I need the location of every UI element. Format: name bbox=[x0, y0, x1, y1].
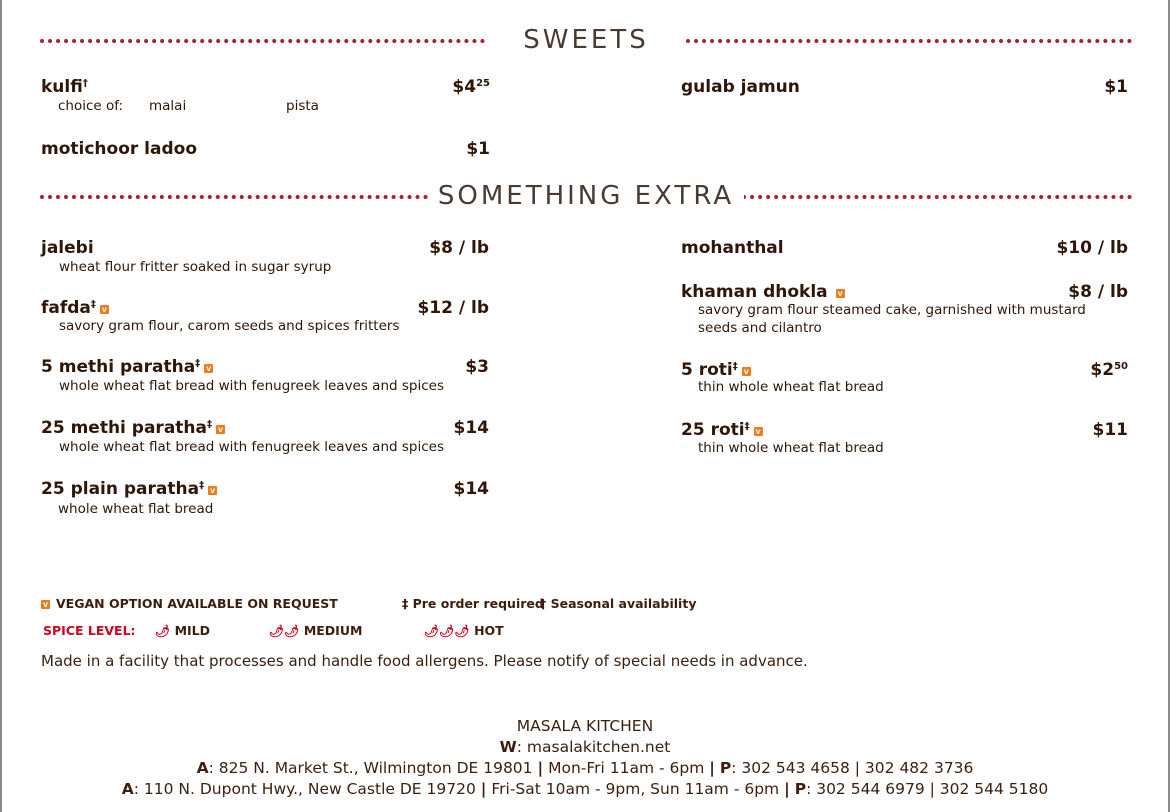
menu-item-name: khaman dhokla v bbox=[681, 282, 843, 302]
menu-item-name: mohanthal bbox=[681, 238, 784, 258]
website-line: W: masalakitchen.net bbox=[499, 738, 671, 756]
chili-icon: 🌶🌶 bbox=[269, 624, 300, 638]
menu-item-name: 5 roti‡ v bbox=[681, 360, 749, 380]
vegan-icon: v bbox=[206, 364, 212, 373]
seasonal-legend: † Seasonal availability bbox=[540, 596, 697, 611]
menu-item-price: $1 bbox=[466, 139, 490, 159]
choice-label: choice of: bbox=[58, 98, 124, 114]
menu-item-desc: whole wheat flat bread with fenugreek leaves and spices bbox=[59, 378, 444, 394]
spice-level-label: SPICE LEVEL: bbox=[43, 623, 136, 638]
menu-item-price: $12 / lb bbox=[417, 298, 489, 318]
menu-item-desc: whole wheat flat bread with fenugreek leaves and spices bbox=[59, 439, 444, 455]
chili-icon: 🌶🌶🌶 bbox=[424, 624, 470, 638]
menu-item-name: 5 methi paratha‡ v bbox=[41, 357, 212, 377]
menu-item-price: $14 bbox=[453, 418, 489, 438]
vegan-icon: v bbox=[743, 367, 749, 376]
menu-item-name: kulfi† bbox=[41, 77, 88, 97]
menu-item-name: gulab jamun bbox=[681, 77, 800, 97]
menu-item-desc: thin whole wheat flat bread bbox=[698, 379, 884, 395]
menu-item-desc: thin whole wheat flat bread bbox=[698, 440, 884, 456]
vegan-icon: v bbox=[209, 486, 216, 495]
menu-item-name: 25 roti‡ v bbox=[681, 420, 761, 440]
menu-item-name: 25 plain paratha‡ v bbox=[41, 479, 216, 499]
choice-option: pista bbox=[286, 98, 319, 114]
menu-item-name: fafda‡ v bbox=[41, 298, 108, 318]
spice-medium: 🌶🌶 MEDIUM bbox=[269, 623, 363, 638]
section-title: SOMETHING EXTRA bbox=[40, 181, 1132, 211]
menu-item-price: $8 / lb bbox=[1068, 282, 1128, 302]
menu-item-price: $1 bbox=[1104, 77, 1128, 97]
menu-item-price: $14 bbox=[453, 479, 489, 499]
menu-item-name: jalebi bbox=[41, 238, 94, 258]
menu-item-price: $10 / lb bbox=[1056, 238, 1128, 258]
page-border-left bbox=[0, 0, 2, 812]
menu-item-price: $11 bbox=[1092, 420, 1128, 440]
vegan-icon: v bbox=[217, 425, 224, 434]
vegan-icon: v bbox=[755, 427, 761, 436]
chili-icon: 🌶 bbox=[155, 624, 171, 638]
menu-item-price: $3 bbox=[465, 357, 489, 377]
menu-item-desc: savory gram flour steamed cake, garnished with mustard seeds and cilantro bbox=[698, 302, 1086, 336]
menu-item-price: $8 / lb bbox=[429, 238, 489, 258]
restaurant-name: MASALA KITCHEN bbox=[516, 717, 654, 735]
menu-item-name: motichoor ladoo bbox=[41, 139, 198, 159]
vegan-legend: v VEGAN OPTION AVAILABLE ON REQUEST bbox=[42, 596, 338, 611]
vegan-icon: v bbox=[42, 600, 49, 609]
menu-item-price: $\$2^{50}$ bbox=[1090, 360, 1128, 380]
menu-item-name: 25 methi paratha‡ v bbox=[41, 418, 224, 438]
vegan-icon: v bbox=[837, 289, 843, 298]
spice-mild: 🌶 MILD bbox=[155, 623, 211, 638]
vegan-icon: v bbox=[101, 305, 108, 314]
sweets-header bbox=[40, 25, 1132, 55]
section-title: SWEETS bbox=[40, 25, 1132, 55]
menu-item-price: $\$4^{25}$ bbox=[452, 77, 490, 97]
location-1: A: 825 N. Market St., Wilmington DE 19801 | Mon-Fri 11am - 6pm | P: 302 543 4658 | 302 482 3736 bbox=[196, 759, 974, 777]
spice-hot: 🌶🌶🌶 HOT bbox=[424, 623, 504, 638]
location-2: A: 110 N. Dupont Hwy., New Castle DE 19720 | Fri-Sat 10am - 9pm, Sun 11am - 6pm | P: 302 544 6979 | 302 544 5180 bbox=[121, 780, 1049, 798]
preorder-legend: ‡ Pre order required bbox=[402, 596, 544, 611]
allergen-note: Made in a facility that processes and handle food allergens. Please notify of special needs in advance. bbox=[41, 652, 808, 670]
menu-item-desc: whole wheat flat bread bbox=[58, 501, 214, 517]
choice-option: malai bbox=[149, 98, 187, 114]
menu-item-desc: wheat flour fritter soaked in sugar syrup bbox=[59, 259, 332, 275]
something-extra-header bbox=[40, 181, 1132, 211]
menu-item-desc: savory gram flour, carom seeds and spices fritters bbox=[59, 318, 400, 334]
